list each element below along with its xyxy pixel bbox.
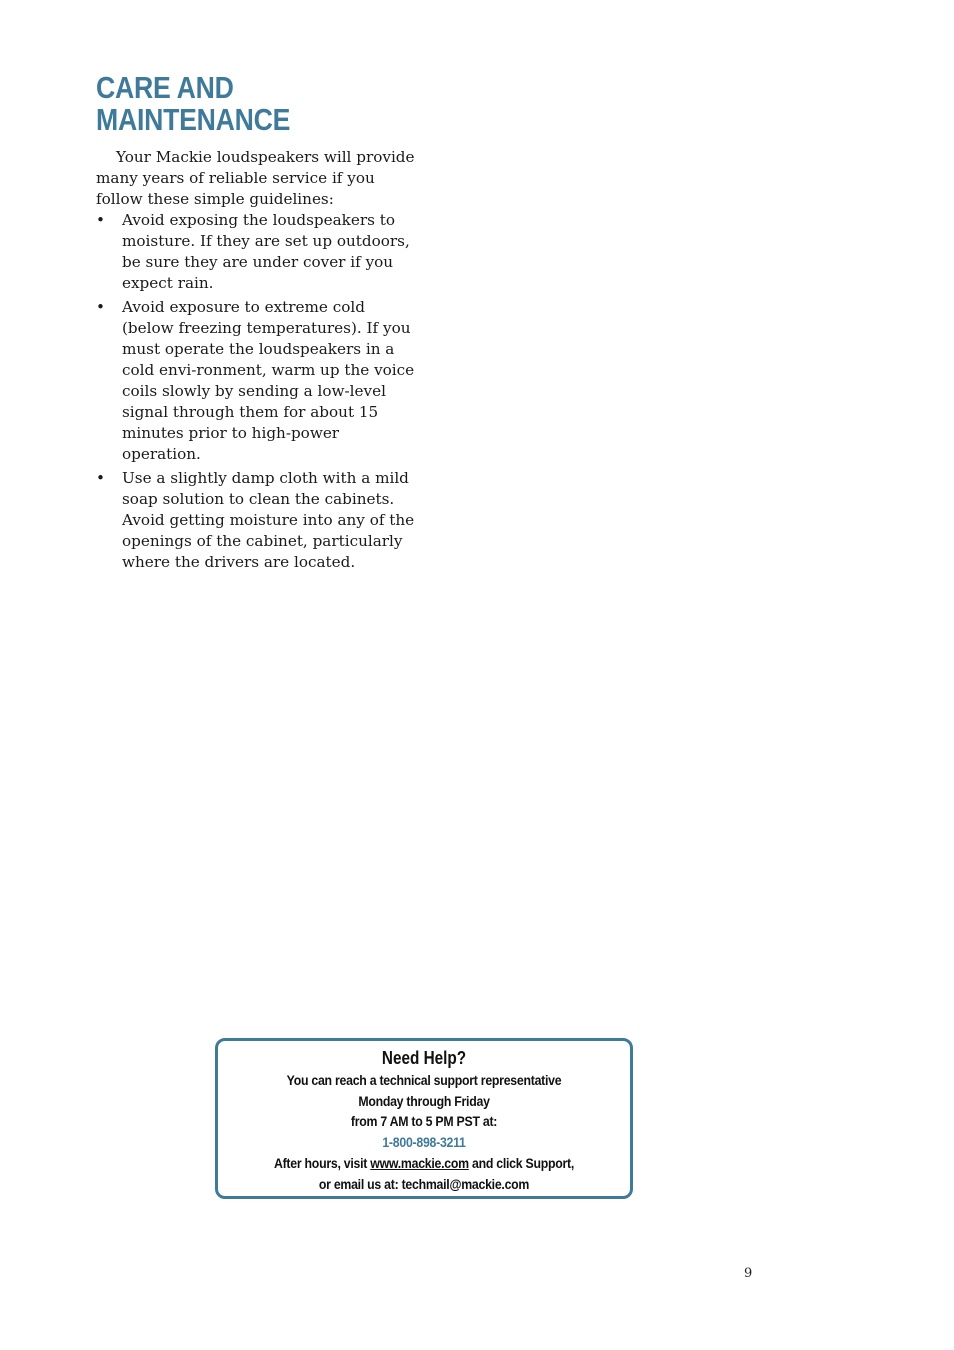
intro-paragraph: Your Mackie loudspeakers will provide many years of reliable service if you follow these simple guidelines:: [96, 148, 415, 208]
after-hours-prefix: After hours, visit: [273, 1154, 371, 1171]
need-help-box: [215, 1038, 633, 1199]
website-link[interactable]: www.mackie.com: [370, 1154, 469, 1171]
section-title-line1: CARE AND: [96, 70, 234, 105]
guideline-item-cleaning: [96, 468, 416, 573]
guideline-list: [96, 210, 416, 573]
bullet-icon: •: [96, 469, 105, 487]
need-help-heading: Need Help?: [381, 1048, 467, 1068]
guideline-item-moisture: [96, 210, 416, 294]
support-phone-number[interactable]: 1-800-898-3211: [382, 1134, 466, 1151]
after-hours-suffix: and click Support,: [468, 1154, 575, 1171]
support-line-3: from 7 AM to 5 PM PST at:: [350, 1113, 498, 1130]
guideline-text: Avoid exposure to extreme cold (below freezing temperatures). If you must operate the loudspeakers in a cold envi-ronment, warm up the voice coils slowly by sending a low-level signal through them for about 15 minutes prior to high-power operation.: [122, 298, 415, 463]
guideline-item-cold: [96, 297, 416, 465]
guideline-text: Avoid exposing the loudspeakers to moisture. If they are set up outdoors, be sure they are under cover if you expect rain.: [122, 211, 410, 292]
guideline-text: Use a slightly damp cloth with a mild soap solution to clean the cabinets. Avoid getting moisture into any of the openings of the cabinet, particularly where the drivers are located.: [122, 469, 415, 571]
bullet-icon: •: [96, 298, 105, 316]
after-hours-line: [243, 1153, 606, 1174]
care-body: [96, 147, 416, 573]
support-line-1: You can reach a technical support representative: [286, 1072, 562, 1088]
page-number: 9: [744, 1266, 753, 1281]
bullet-icon: •: [96, 211, 105, 229]
section-title-line2: MAINTENANCE: [96, 102, 291, 137]
need-help-content: [218, 1047, 630, 1194]
email-line: or email us at: techmail@mackie.com: [318, 1175, 530, 1192]
support-line-2: Monday through Friday: [358, 1092, 490, 1109]
section-title: [96, 72, 290, 136]
